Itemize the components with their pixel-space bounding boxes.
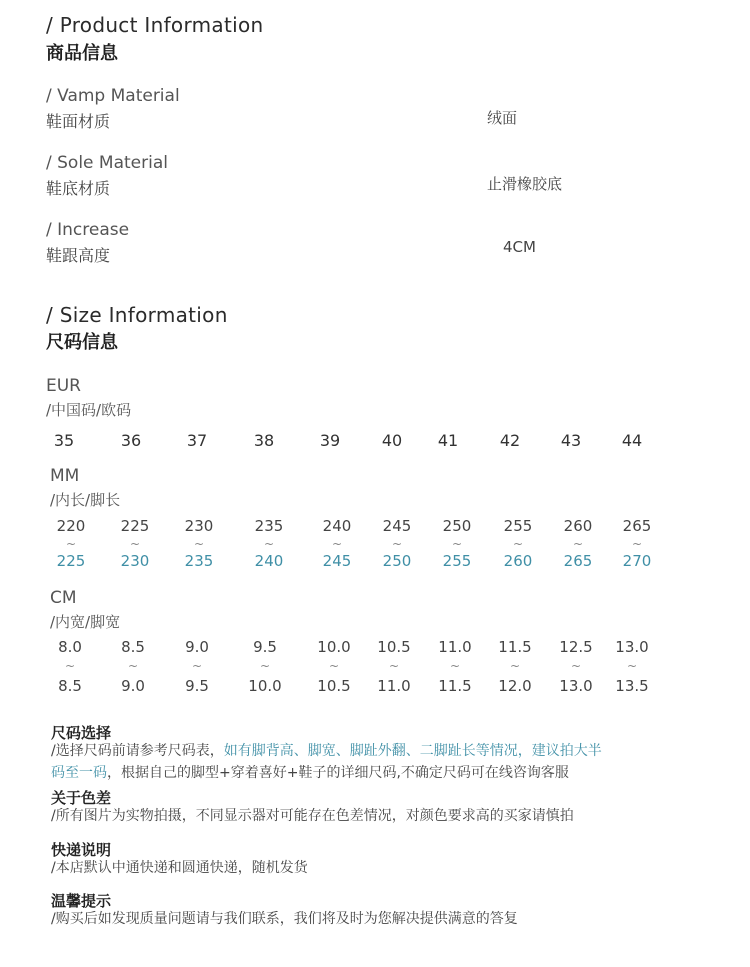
size-selection-text-b: ，根据自己的脚型+穿着喜好+鞋子的详细尺码,不确定尺码可在线咨询客服 (107, 765, 569, 781)
color-diff-text: /所有图片为实物拍摄，不同显示器对可能存在色差情况，对颜色要求高的买家请慎拍 (51, 808, 574, 824)
cm-size-tilde: ~ (191, 659, 203, 673)
cm-size-to: 12.0 (498, 677, 532, 695)
mm-size-from: 250 (442, 517, 472, 535)
mm-unit-label: MM (50, 466, 80, 486)
cm-size-from: 10.0 (317, 638, 351, 656)
mm-unit-sublabel: /内长/脚长 (50, 491, 121, 509)
cm-size-from: 13.0 (615, 638, 649, 656)
cm-size-to: 11.5 (438, 677, 472, 695)
vamp-material-label-en: / Vamp Material (46, 86, 180, 106)
cm-size-tilde: ~ (259, 659, 271, 673)
mm-size-to: 235 (184, 552, 214, 570)
cm-size-from: 12.5 (559, 638, 593, 656)
cm-size-tilde: ~ (64, 659, 76, 673)
cm-size-to: 10.0 (248, 677, 282, 695)
increase-label-en: / Increase (46, 220, 130, 240)
cm-size-to: 13.5 (615, 677, 649, 695)
color-diff-title: 关于色差 (51, 789, 112, 807)
eur-size-value: 36 (120, 431, 142, 450)
cm-size-tilde: ~ (509, 659, 521, 673)
size-selection-title: 尺码选择 (51, 724, 112, 742)
cm-size-tilde: ~ (570, 659, 582, 673)
cm-size-from: 11.0 (438, 638, 472, 656)
size-selection-text (51, 740, 602, 784)
product-info-heading-zh: 商品信息 (46, 43, 118, 64)
mm-size-to: 255 (442, 552, 472, 570)
cm-unit-sublabel: /内宽/脚宽 (50, 613, 121, 631)
shipping-text: /本店默认中通快递和圆通快递，随机发货 (51, 860, 308, 876)
mm-size-tilde: ~ (631, 537, 643, 551)
mm-size-to: 230 (120, 552, 150, 570)
mm-size-from: 245 (382, 517, 412, 535)
cm-size-tilde: ~ (127, 659, 139, 673)
tips-text: /购买后如发现质量问题请与我们联系，我们将及时为您解决提供满意的答复 (51, 911, 518, 927)
eur-size-value: 41 (437, 431, 459, 450)
eur-unit-sublabel: /中国码/欧码 (46, 401, 132, 419)
mm-size-from: 255 (503, 517, 533, 535)
mm-size-from: 220 (56, 517, 86, 535)
mm-size-tilde: ~ (129, 537, 141, 551)
cm-size-tilde: ~ (388, 659, 400, 673)
cm-size-tilde: ~ (626, 659, 638, 673)
cm-size-from: 9.0 (185, 638, 209, 656)
cm-size-from: 11.5 (498, 638, 532, 656)
cm-size-to: 13.0 (559, 677, 593, 695)
eur-size-value: 35 (53, 431, 75, 450)
mm-size-to: 225 (56, 552, 86, 570)
size-info-heading-en: / Size Information (46, 303, 228, 327)
mm-size-tilde: ~ (512, 537, 524, 551)
vamp-material-label-zh: 鞋面材质 (46, 112, 111, 131)
mm-size-tilde: ~ (391, 537, 403, 551)
cm-size-from: 8.0 (58, 638, 82, 656)
mm-size-from: 265 (622, 517, 652, 535)
mm-size-to: 260 (503, 552, 533, 570)
eur-size-value: 43 (560, 431, 582, 450)
mm-size-tilde: ~ (65, 537, 77, 551)
mm-size-tilde: ~ (263, 537, 275, 551)
cm-size-from: 9.5 (253, 638, 277, 656)
mm-size-from: 240 (322, 517, 352, 535)
mm-size-tilde: ~ (572, 537, 584, 551)
mm-size-tilde: ~ (451, 537, 463, 551)
mm-size-from: 225 (120, 517, 150, 535)
eur-size-value: 37 (186, 431, 208, 450)
cm-size-tilde: ~ (449, 659, 461, 673)
cm-size-from: 10.5 (377, 638, 411, 656)
mm-size-to: 250 (382, 552, 412, 570)
sole-material-value: 止滑橡胶底 (487, 175, 563, 193)
size-info-heading-zh: 尺码信息 (46, 332, 118, 353)
cm-size-tilde: ~ (328, 659, 340, 673)
product-info-heading-en: / Product Information (46, 13, 264, 37)
mm-size-tilde: ~ (193, 537, 205, 551)
eur-unit-label: EUR (46, 376, 81, 396)
mm-size-to: 265 (563, 552, 593, 570)
sole-material-label-en: / Sole Material (46, 153, 168, 173)
cm-size-from: 8.5 (121, 638, 145, 656)
eur-size-value: 39 (319, 431, 341, 450)
tips-title: 温馨提示 (51, 892, 112, 910)
eur-size-value: 40 (381, 431, 403, 450)
mm-size-tilde: ~ (331, 537, 343, 551)
increase-value: 4CM (503, 238, 536, 256)
mm-size-from: 235 (254, 517, 284, 535)
mm-size-to: 245 (322, 552, 352, 570)
mm-size-from: 260 (563, 517, 593, 535)
mm-size-to: 270 (622, 552, 652, 570)
size-selection-highlight-a: 如有脚背高、脚宽、脚趾外翻、二脚趾长等情况，建议拍大半 (223, 743, 602, 759)
size-selection-text-a: /选择尺码前请参考尺码表， (51, 743, 224, 759)
eur-size-value: 38 (253, 431, 275, 450)
cm-size-to: 9.0 (121, 677, 145, 695)
eur-size-value: 42 (499, 431, 521, 450)
size-selection-highlight-b: 码至一码 (51, 765, 107, 781)
shipping-title: 快递说明 (51, 841, 112, 859)
cm-size-to: 11.0 (377, 677, 411, 695)
mm-size-from: 230 (184, 517, 214, 535)
eur-size-value: 44 (621, 431, 643, 450)
mm-size-to: 240 (254, 552, 284, 570)
cm-size-to: 9.5 (185, 677, 209, 695)
sole-material-label-zh: 鞋底材质 (46, 179, 111, 198)
cm-size-to: 8.5 (58, 677, 82, 695)
vamp-material-value: 绒面 (487, 109, 518, 127)
cm-unit-label: CM (50, 588, 77, 608)
cm-size-to: 10.5 (317, 677, 351, 695)
increase-label-zh: 鞋跟高度 (46, 246, 111, 265)
